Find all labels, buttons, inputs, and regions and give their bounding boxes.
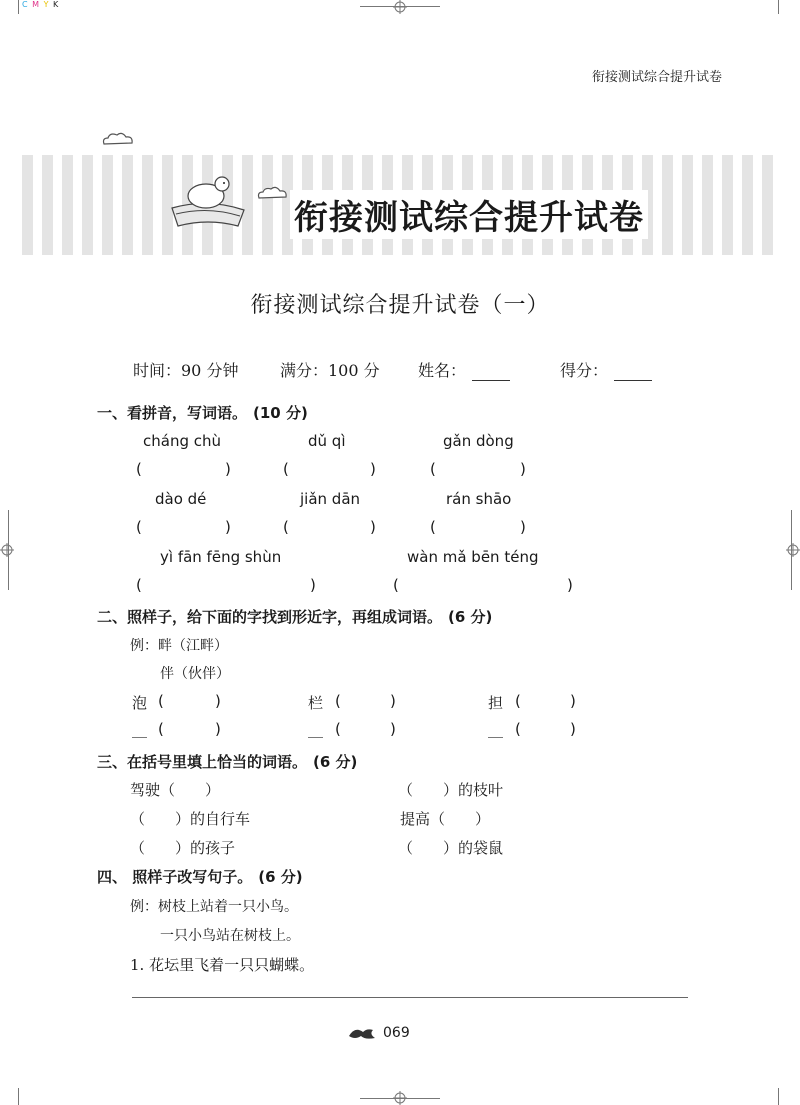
cmyk-c: C [22,0,29,9]
section-1-points: (10 分) [253,404,308,422]
pinyin-item: cháng chù [143,432,222,450]
section-4-points: (6 分) [258,868,303,886]
banner-title: 衔接测试综合提升试卷 [290,190,648,239]
name-field[interactable] [418,358,510,381]
crop-mark [778,0,779,14]
section-2-points: (6 分) [448,608,493,626]
time-info: 时间：90 分钟 [133,361,239,380]
answer-paren-open: ( [515,692,521,710]
page-number: 069 [383,1025,410,1041]
section-2-example: 例：畔（江畔） [130,638,228,654]
crop-mark [18,1088,19,1105]
pinyin-item: yì fān fēng shùn [160,548,282,566]
answer-paren-close: ) [570,720,576,738]
score-blank[interactable] [614,366,652,381]
crop-mark [18,0,19,14]
page-ornament-icon [347,1024,381,1042]
answer-paren-open: ( [158,692,164,710]
name-label: 姓名： [418,361,467,380]
answer-paren-open: ( [393,576,399,594]
registration-mark-icon [786,543,800,557]
answer-paren-open: ( [136,518,142,536]
footer-rule [132,997,688,998]
running-head: 衔接测试综合提升试卷 [591,70,722,85]
pinyin-item: jiǎn dān [300,490,361,508]
cmyk-color-mark [22,0,59,9]
pinyin-item: rán shāo [446,490,512,508]
char-item: 泡 [132,694,148,712]
answer-paren-close: ) [390,720,396,738]
answer-paren-close: ) [225,518,231,536]
answer-paren-open: ( [335,692,341,710]
registration-mark-icon [0,543,14,557]
answer-paren-open: ( [515,720,521,738]
score-label: 得分： [560,361,609,380]
question-1: 1. 花坛里飞着一只只蝴蝶。 [130,956,315,974]
char-blank[interactable]: __ [132,720,147,738]
cmyk-y: Y [43,0,50,9]
answer-paren-close: ) [570,692,576,710]
section-4-example: 例：树枝上站着一只小鸟。 [130,899,298,915]
answer-paren-close: ) [520,460,526,478]
answer-paren-open: ( [283,460,289,478]
answer-paren-open: ( [136,576,142,594]
char-item: 栏 [308,694,324,712]
score-field[interactable] [560,358,652,381]
answer-paren-open: ( [136,460,142,478]
section-4-title: 四、 照样子改写句子。 [97,868,253,886]
pinyin-item: dǔ qì [308,432,346,450]
fill-item: 驾驶（ ） [130,781,221,799]
name-blank[interactable] [472,366,510,381]
cloud-icon [255,185,289,201]
fill-item: 提高（ ） [400,810,491,828]
answer-paren-close: ) [520,518,526,536]
section-2-title: 二、照样子，给下面的字找到形近字，再组成词语。 [97,608,443,626]
sheep-on-carpet-icon [168,168,248,230]
cmyk-k: K [53,0,60,9]
full-score-info: 满分：100 分 [280,361,380,380]
cloud-icon [100,130,136,148]
section-3-points: (6 分) [313,753,358,771]
section-4-example: 一只小鸟站在树枝上。 [160,928,300,944]
answer-paren-open: ( [335,720,341,738]
answer-paren-open: ( [430,460,436,478]
section-1-title: 一、看拼音，写词语。 [97,404,248,422]
answer-paren-open: ( [158,720,164,738]
answer-paren-close: ) [225,460,231,478]
pinyin-item: gǎn dòng [443,432,514,450]
section-3-title: 三、在括号里填上恰当的词语。 [97,753,308,771]
answer-paren-close: ) [370,460,376,478]
section-2-example: 伴（伙伴） [160,666,230,682]
answer-paren-close: ) [310,576,316,594]
cmyk-m: M [32,0,41,9]
fill-item: （ ）的自行车 [130,810,251,828]
answer-paren-close: ) [567,576,573,594]
pinyin-item: dào dé [155,490,207,508]
registration-mark-icon [393,0,407,14]
section-3-heading [97,751,357,772]
paper-title: 衔接测试综合提升试卷（一） [250,293,550,318]
section-2-heading [97,606,492,627]
answer-paren-close: ) [215,720,221,738]
section-1-heading [97,402,308,423]
char-item: 担 [488,694,504,712]
crop-mark [778,1088,779,1105]
registration-mark-icon [393,1091,407,1105]
answer-paren-close: ) [370,518,376,536]
answer-paren-open: ( [430,518,436,536]
fill-item: （ ）的袋鼠 [398,839,504,857]
section-4-heading [97,866,303,887]
char-blank[interactable]: __ [308,720,323,738]
answer-paren-open: ( [283,518,289,536]
fill-item: （ ）的枝叶 [398,781,504,799]
pinyin-item: wàn mǎ bēn téng [407,548,539,566]
answer-paren-close: ) [390,692,396,710]
char-blank[interactable]: __ [488,720,503,738]
fill-item: （ ）的孩子 [130,839,236,857]
answer-paren-close: ) [215,692,221,710]
